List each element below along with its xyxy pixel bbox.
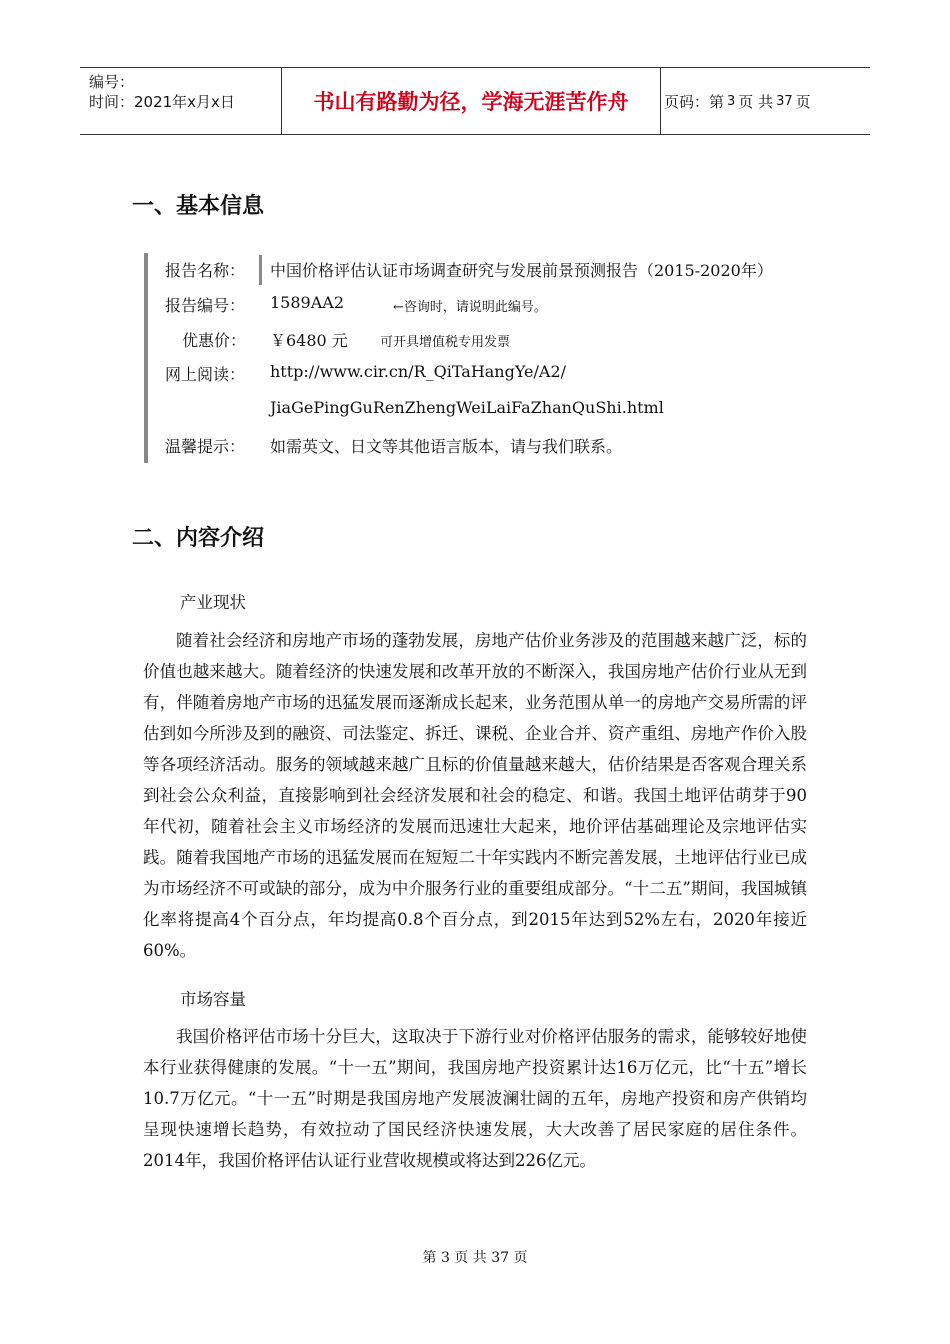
- info-label-price: 优惠价：: [182, 331, 247, 350]
- page-label: 页码：第: [664, 92, 725, 111]
- paragraph-industry-status: 随着社会经济和房地产市场的蓬勃发展，房地产估价业务涉及的范围越来越广泛，标的价值也越来越大。随着经济的快速发展和改革开放的不断深入，我国房地产估价行业从无到有，伴随着房地产市场的迅猛发展而逐渐成长起来，业务范围从单一的房地产交易所需的评估到如今所涉及到的融资、司法鉴定、拆迁、课税、企业合并、资产重组、房地产作价入股等各项经济活动。服务的领域越来越广且标的价值量越来越大，估价结果是否客观合理关系到社会公众利益，直接影响到社会经济发展和社会的稳定、和谐。我国土地评估萌芽于90年代初，随着社会主义市场经济的发展而迅速壮大起来，地价评估基础理论及宗地评估实践。随着我国地产市场的迅猛发展而在短短二十年实践内不断完善发展，土地评估行业已成为市场经济不可或缺的部分，成为中介服务行业的重要组成部分。“十二五”期间，我国城镇化率将提高4个百分点，年均提高0.8个百分点，到2015年达到52%左右，2020年接近60%。: [143, 631, 807, 960]
- paragraph-market-capacity: 我国价格评估市场十分巨大，这取决于下游行业对价格评估服务的需求，能够较好地使本行业获得健康的发展。“十一五”期间，我国房地产投资累计达16万亿元，比“十五”增长10.7万亿元。“十一五”时期是我国房地产发展波澜壮阔的五年，房地产投资和房产供销均呈现快速增长趋势，有效拉动了国民经济快速发展，大大改善了居民家庭的居住条件。2014年，我国价格评估认证行业营收规模或将达到226亿元。: [143, 1027, 807, 1170]
- header-motto-cell: [281, 68, 661, 134]
- info-value-price: ￥6480 元: [270, 331, 348, 350]
- page-footer: 第 3 页 共 37 页: [422, 1250, 528, 1266]
- info-value-online-url-1[interactable]: http://www.cir.cn/R_QiTaHangYe/A2/: [270, 362, 567, 381]
- info-value-online-url-2[interactable]: JiaGePingGuRenZhengWeiLaiFaZhanQuShi.html: [270, 398, 664, 417]
- page-total: 37: [776, 93, 793, 109]
- subheading-market-capacity: 市场容量: [180, 990, 246, 1009]
- info-note-price: 可开具增值税专用发票: [380, 335, 511, 350]
- section-title-content-intro: 二、内容介绍: [132, 526, 265, 551]
- info-value-tip: 如需英文、日文等其他语言版本，请与我们联系。: [270, 437, 623, 456]
- page-header: [80, 67, 870, 135]
- info-note-report-code: ←咨询时，请说明此编号。: [393, 300, 547, 315]
- page-tail: 页: [795, 92, 811, 111]
- info-value-report-name: 中国价格评估认证市场调查研究与发展前景预测报告（2015-2020年）: [270, 261, 773, 280]
- document-number-label: 编号：: [89, 73, 135, 91]
- header-meta: [80, 68, 281, 134]
- page-current: 3: [727, 93, 736, 109]
- info-label-report-code: 报告编号：: [165, 296, 246, 315]
- info-box-border: [144, 253, 848, 463]
- info-label-online: 网上阅读：: [165, 365, 246, 384]
- info-value-report-code: 1589AA2: [270, 293, 345, 312]
- page-mid: 页 共: [738, 92, 774, 111]
- header-page-info: [661, 68, 870, 134]
- info-label-tip: 温馨提示：: [165, 437, 246, 456]
- section-title-basic-info: 一、基本信息: [132, 194, 265, 219]
- info-box-inner-bar: [259, 255, 262, 285]
- info-label-report-name: 报告名称：: [165, 261, 246, 280]
- header-motto: 书山有路勤为径，学海无涯苦作舟: [313, 90, 629, 114]
- subheading-industry-status: 产业现状: [180, 593, 246, 612]
- document-date-label: 时间：2021年x月x日: [89, 93, 235, 111]
